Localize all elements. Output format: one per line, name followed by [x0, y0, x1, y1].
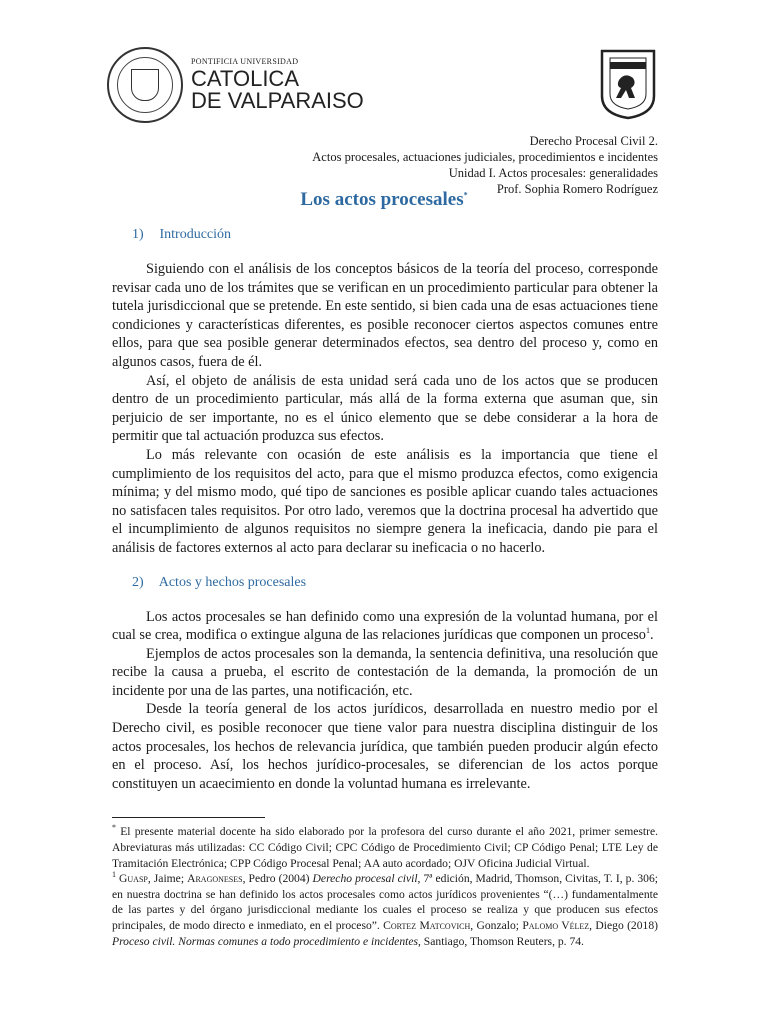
section-label: Introducción [159, 227, 232, 242]
logo-line-1: PONTIFICIA UNIVERSIDAD [191, 57, 299, 66]
footnote-divider [112, 817, 265, 818]
paragraph: Así, el objeto de análisis de esta unidad será cada uno de los actos que se producen dentro de un procedimiento particular, más allá de la forma externa que asuman que, sin perjuicio de ser importante, no es el único elemento que se debe considerar a la hora de permitir que tal actuación produzca sus efectos. [112, 372, 658, 445]
paragraph: Desde la teoría general de los actos jurídicos, desarrollada en nuestro medio por el Derecho civil, es posible reconocer que tiene valor para nuestra disciplina distinguir de los actos procesales, los hechos de relevancia jurídica, que también pueden producir algún efecto en el proceso. Así, los hechos jurídico-procesales, se diferencian de los actos porque constituyen un acaecimiento en donde la voluntad humana es irrelevante. [112, 701, 658, 792]
author: Aragoneses [187, 872, 243, 886]
paragraph: Ejemplos de actos procesales son la demanda, la sentencia definitiva, una resolución que recibe la causa a prueba, el escrito de contestación de la demanda, la promoción de un incidente por una de las partes, una notificación, etc. [112, 645, 658, 699]
footnotes [112, 824, 658, 949]
author: Cortez Matcovich [383, 919, 471, 932]
footnote-mark: 1 [112, 870, 116, 880]
paragraph: Los actos procesales se han definido como una expresión de la voluntad humana, por el cual se crea, modifica o extingue alguna de las relaciones jurídicas que componen un proceso$^1$. [112, 608, 658, 644]
footnote-star [112, 824, 658, 871]
author: Guasp [119, 872, 148, 886]
section-heading-actos-hechos [132, 574, 768, 592]
paragraph: Siguiendo con el análisis de los conceptos básicos de la teoría del proceso, corresponde revisar cada uno de los trámites que se verifican en un procedimiento particular para obtener la tutela jurisdiccional que se pretende. En este sentido, si bien cada una de esas actuaciones tiene condiciones y características diferentes, es posible reconocer ciertos aspectos comunes entre ellos, para que sea posible generar determinados efectos, sea dentro del proceso y, como en algunos casos, fuera de él. [112, 261, 658, 370]
section-label: Actos y hechos procesales [158, 574, 307, 590]
footnote-mark: * [112, 823, 116, 833]
section-2-body [112, 608, 658, 794]
header-course: Derecho Procesal Civil 2. [529, 134, 658, 148]
book-title: Proceso civil. Normas comunes a todo procedimiento e incidentes [112, 934, 418, 948]
title-text: Los actos procesales [300, 189, 464, 210]
footnote-text: , Pedro (2004) [242, 872, 313, 886]
footnote-text: , Diego (2018) [589, 919, 658, 932]
header-topic: Actos procesales, actuaciones judiciales, procedimientos e incidentes [312, 150, 658, 164]
section-heading-introduccion [132, 226, 768, 244]
logo-line-3: DE VALPARAISO [191, 88, 364, 113]
book-title: Derecho procesal civil [312, 872, 418, 886]
page-title [0, 188, 768, 212]
section-1-body [112, 260, 658, 558]
footnote-ref[interactable]: 1 [645, 626, 650, 636]
footnote-text: , Gonzalo; [470, 919, 523, 932]
footnote-text: , Jaime; [147, 872, 188, 886]
header-unit: Unidad I. Actos procesales: generalidades [448, 166, 658, 180]
footnote-text: El presente material docente ha sido elaborado por la profesora del curso durante el año 2021, primer semestre. Abreviaturas más utilizadas: CC Código Civil; CPC Código de Procedimiento Civil; CP Código Penal; LTE Ley de Tramitación Electrónica; CPP Código Procesal Penal; AA auto acordado; OJV Oficina Judicial Virtual. [112, 825, 658, 870]
section-number: 1) [132, 227, 144, 242]
footnote-1 [112, 871, 658, 949]
header-professor: Prof. Sophia Romero Rodríguez [496, 182, 658, 196]
logo-line-2: CATOLICA [191, 66, 299, 91]
section-number: 2) [132, 574, 144, 590]
paragraph-text: Los actos procesales se han definido como una expresión de la voluntad humana, por el cual se crea, modifica o extingue alguna de las relaciones jurídicas que componen un proceso [112, 608, 658, 644]
paragraph: Lo más relevante con ocasión de este análisis es la importancia que tiene el cumplimiento de los requisitos del acto, para que el mismo produzca efectos, como exigencia mínima; y del mismo modo, qué tipo de sanciones es posible aplicar cuando tales actuaciones no satisfacen tales requisitos. Por otro lado, veremos que la doctrina procesal ha advertido que el incumplimiento de algunos requisitos no siempre genera la ineficacia, dando pie para el análisis de factores externos al acto para declarar su ineficacia o no hacerlo. [112, 446, 658, 556]
footnote-text: , Santiago, Thomson Reuters, p. 74. [418, 934, 584, 948]
author: Palomo Vélez [522, 919, 590, 932]
title-footnote-mark: * [463, 190, 468, 200]
footnote-text: , 7ª edición, Madrid, Thomson, Civitas, T. I, p. 306; en nuestra doctrina se han definido los actos procesales como actos jurídicos provenientes “(…) fundamentalmente de las partes y del órgano jurisdiccional mediante los cuales el proceso se realiza y que producen sus efectos principales, de modo directo e inmediato, en el proceso”. [112, 872, 658, 932]
